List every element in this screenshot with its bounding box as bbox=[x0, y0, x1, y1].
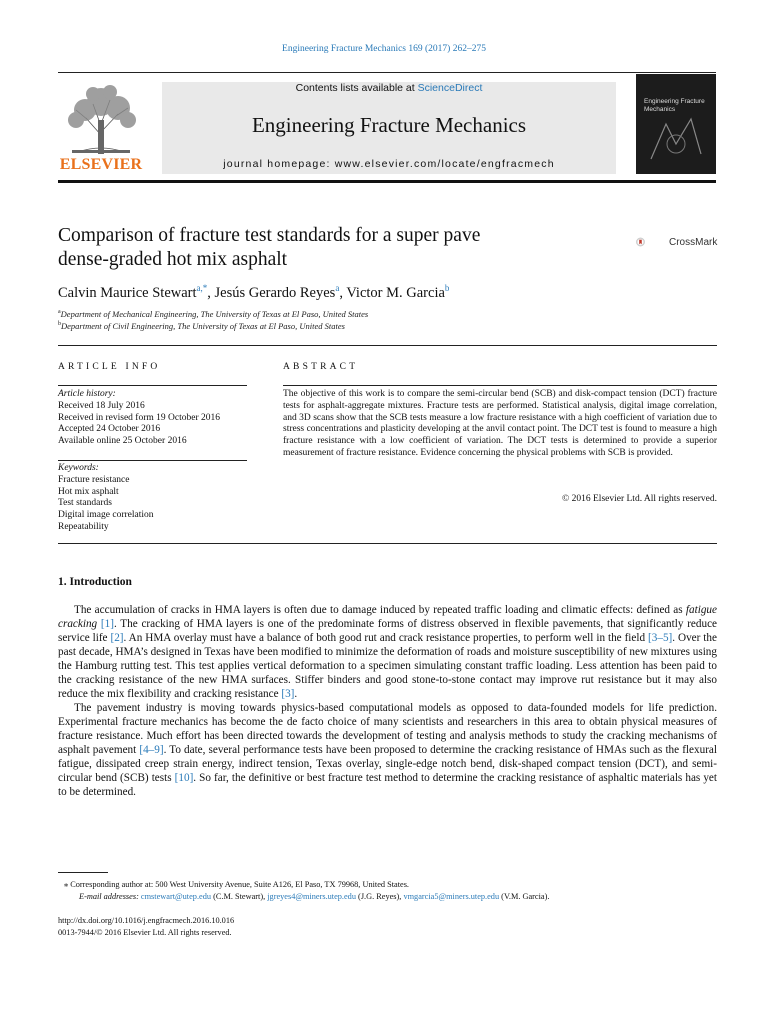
abstract-bottom-divider bbox=[58, 543, 717, 544]
paragraph-text: The accumulation of cracks in HMA layers is often due to damage induced by repeated traffic loading and climatic effects: defined as bbox=[74, 604, 686, 616]
journal-cover-thumbnail bbox=[636, 74, 716, 174]
affiliation-mark: b bbox=[58, 321, 61, 328]
issn-copyright: 0013-7944/© 2016 Elsevier Ltd. All rights reserved. bbox=[58, 928, 232, 937]
journal-name: Engineering Fracture Mechanics bbox=[251, 113, 527, 137]
paragraph-text: . An HMA overlay must have a balance of both good rut and crack resistance properties, to perform well in the field bbox=[123, 632, 649, 644]
keyword-item: Fracture resistance bbox=[58, 474, 130, 485]
keyword-item: Digital image correlation bbox=[58, 510, 154, 521]
history-entry: Accepted 24 October 2016 bbox=[58, 424, 161, 435]
paragraph-text: . So far, the definitive or best fracture test method to determine the cracking resistance of asphaltic materials has yet to be determined. bbox=[58, 772, 717, 798]
citation-link[interactable]: [10] bbox=[174, 772, 194, 784]
citation-link[interactable]: [2] bbox=[110, 632, 124, 644]
doi-link[interactable]: http://dx.doi.org/10.1016/j.engfracmech.2016.10.016 bbox=[58, 916, 235, 925]
email-link[interactable]: jgreyes4@miners.utep.edu bbox=[267, 892, 356, 901]
email-link[interactable]: cmstewart@utep.edu bbox=[140, 892, 211, 901]
citation-link[interactable]: [4–9] bbox=[139, 744, 164, 756]
keywords-rule bbox=[58, 460, 247, 461]
crossmark-label[interactable]: CrossMark bbox=[669, 237, 718, 248]
header-top-rule bbox=[58, 72, 716, 73]
author-affiliation-mark[interactable]: a,* bbox=[196, 283, 208, 293]
author-list bbox=[58, 283, 449, 302]
paragraph-text: . Over the past decade, HMA’s designed in Texas have been modified to minimize the deformation of roads and moisture susceptibility of new mixtures using the Hamburg rutting test. This test applies vertical deformation to a specimen simulating constant traffic loading. Less attention has been paid to the cracking resistance of the new HMA surfaces. Stiffer binders and good stone-to-stone contact may improve rut resistance but it may also reduce the mix flexibility and cracking resistance bbox=[58, 632, 717, 700]
abstract-text: The objective of this work is to compare the semi-circular bend (SCB) and disk-compact tension (DCT) fracture tests for asphalt-aggregate mixtures. Fracture tests are performed. Statistical analysis, digital image correlation, and 3D scans show that the SCB tests measure a low fracture resistance with a high coefficient of variation due to stress concentrations and plasticity developing at the anvil contact point. The DCT test is found to measure a high fracture resistance with a low coefficient of variation. The DCT tests is determined to provide a superior measurement of fracture resistance. Evidence concerning the physical problems with SCB is provided. bbox=[283, 389, 717, 458]
history-entry: Received 18 July 2016 bbox=[58, 400, 145, 411]
email-owner: (C.M. Stewart), bbox=[211, 892, 268, 901]
keywords-label: Keywords: bbox=[58, 463, 99, 473]
frontmatter-divider bbox=[58, 345, 717, 346]
author-name: Victor M. Garcia bbox=[346, 284, 445, 301]
contents-prefix: Contents lists available at bbox=[295, 82, 418, 94]
keywords-block bbox=[58, 463, 154, 534]
citation-link[interactable]: [3] bbox=[281, 688, 295, 700]
paragraph-2 bbox=[58, 701, 717, 799]
keyword-item: Hot mix asphalt bbox=[58, 486, 119, 497]
corresponding-author-note: ⁎ Corresponding author at: 500 West University Avenue, Suite A126, El Paso, TX 79968, United States. bbox=[64, 880, 410, 889]
email-owner: (J.G. Reyes), bbox=[355, 892, 404, 901]
paragraph-text: . bbox=[294, 688, 298, 700]
abstract-rule bbox=[283, 385, 717, 386]
author-affiliation-mark[interactable]: b bbox=[444, 283, 450, 293]
title-line-2: dense-graded hot mix asphalt bbox=[58, 249, 288, 270]
elsevier-wordmark: ELSEVIER bbox=[59, 156, 143, 173]
author-separator: , bbox=[207, 284, 215, 301]
article-info-rule bbox=[58, 385, 247, 386]
article-info-heading: ARTICLE INFO bbox=[58, 362, 161, 372]
author-affiliation-mark[interactable]: a bbox=[335, 283, 340, 293]
email-addresses bbox=[79, 892, 549, 901]
citation-link[interactable]: [1] bbox=[100, 618, 114, 630]
affiliation-mark: a bbox=[58, 309, 61, 316]
paragraph-text: The pavement industry is moving towards physics-based computational models as opposed to data-founded models for life prediction. Experimental fracture mechanics has become the de facto choice of many scientists and researchers in this area to obtain physical measures of fracture resistance. Much effort has been directed towards the development of testing and analysis methods to study the cracking mechanisms of asphalt pavement bbox=[58, 702, 717, 756]
history-entry: Available online 25 October 2016 bbox=[58, 436, 187, 447]
sciencedirect-link[interactable]: ScienceDirect bbox=[417, 82, 483, 94]
affiliation-text: Department of Mechanical Engineering, The University of Texas at El Paso, United States bbox=[60, 309, 369, 319]
author-name: Jesús Gerardo Reyes bbox=[214, 284, 336, 301]
cover-title: Engineering Fracture Mechanics bbox=[644, 98, 705, 113]
title-line-1: Comparison of fracture test standards for a super pave bbox=[58, 225, 481, 246]
article-history-label: Article history: bbox=[58, 389, 116, 399]
abstract-copyright: © 2016 Elsevier Ltd. All rights reserved. bbox=[562, 494, 717, 504]
footnote-rule bbox=[58, 872, 108, 873]
paragraph-text: . The cracking of HMA layers is one of the predominate forms of distress observed in flexible pavements, that significantly reduce service life bbox=[58, 618, 717, 644]
keyword-item: Repeatability bbox=[58, 521, 109, 532]
header-bottom-rule bbox=[58, 180, 716, 183]
history-entry: Received in revised form 19 October 2016 bbox=[58, 412, 220, 423]
contents-availability bbox=[162, 82, 616, 94]
author-separator: , bbox=[339, 284, 347, 301]
abstract-heading: ABSTRACT bbox=[283, 362, 359, 372]
section-heading: 1. Introduction bbox=[58, 576, 132, 588]
email-owner: (V.M. Garcia). bbox=[499, 892, 550, 901]
introduction-body bbox=[58, 603, 717, 799]
paragraph-1 bbox=[58, 603, 717, 701]
journal-reference[interactable]: Engineering Fracture Mechanics 169 (2017) 262–275 bbox=[282, 44, 486, 54]
email-label: E-mail addresses: bbox=[79, 892, 139, 901]
crossmark-icon[interactable] bbox=[636, 228, 668, 256]
cover-figure-graphic bbox=[646, 114, 706, 164]
affiliation-text: Department of Civil Engineering, The University of Texas at El Paso, United States bbox=[61, 321, 345, 331]
affiliation-b bbox=[58, 321, 345, 331]
emphasized-term: fatigue cracking bbox=[58, 604, 717, 630]
citation-link[interactable]: [3–5] bbox=[648, 632, 673, 644]
article-history bbox=[58, 389, 220, 448]
author-name: Calvin Maurice Stewart bbox=[58, 284, 197, 301]
paragraph-text: . To date, several performance tests have been proposed to determine the cracking resistance of HMAs such as the flexural fatigue, dissipated creep strain energy, indirect tension, Texas overlay, single-edge notch bend, disk-shaped compact tension (DCT), and semi-circular bend (SCB) tests bbox=[58, 744, 717, 784]
article-title bbox=[58, 224, 618, 272]
journal-homepage[interactable]: journal homepage: www.elsevier.com/locate/engfracmech bbox=[223, 158, 555, 170]
email-link[interactable]: vmgarcia5@miners.utep.edu bbox=[403, 892, 500, 901]
affiliation-a bbox=[58, 309, 368, 319]
keyword-item: Test standards bbox=[58, 498, 112, 509]
